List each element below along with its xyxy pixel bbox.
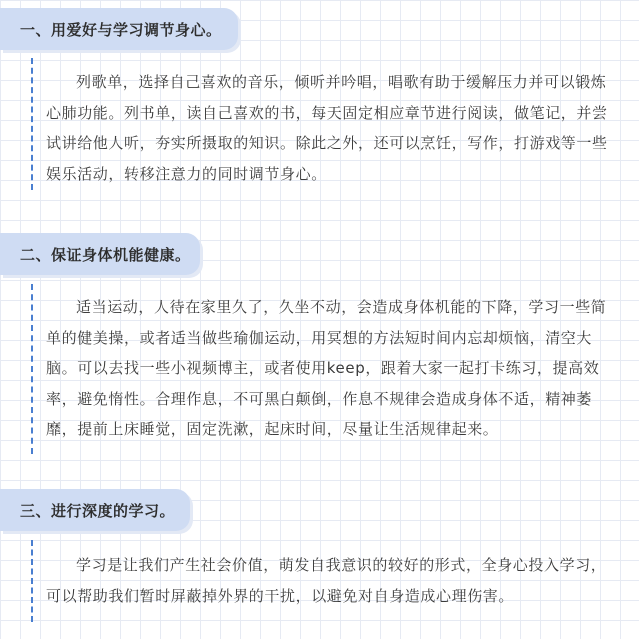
section-1-header [0,8,238,50]
section-3-body: 学习是让我们产生社会价值，萌发自我意识的较好的形式，全身心投入学习，可以帮助我们暂时屏蔽掉外界的干扰，以避免对自身造成心理伤害。 [46,556,607,605]
section-1-divider [31,58,33,190]
section-3-header [0,489,190,531]
section-1-title: 一、用爱好与学习调节身心。 [20,20,222,39]
section-1-body: 列歌单，选择自己喜欢的音乐，倾听并吟唱，唱歌有助于缓解压力并可以锻炼心肺功能。列书单，读自己喜欢的书，每天固定相应章节进行阅读，做笔记，并尝试讲给他人听，夯实所摄取的知识。除此之外，还可以烹饪，写作，打游戏等一些娱乐活动，转移注意力的同时调节身心。 [46,73,608,183]
section-3-divider [31,540,33,622]
section-2-title: 二、保证身体机能健康。 [20,245,191,264]
section-3-title: 三、进行深度的学习。 [20,501,176,520]
section-2-header [0,233,200,275]
section-2-divider [31,284,33,454]
section-2-body: 适当运动，人待在家里久了，久坐不动，会造成身体机能的下降，学习一些简单的健美操，或者适当做些瑜伽运动，用冥想的方法短时间内忘却烦恼，清空大脑。可以去找一些小视频博主，或者使用keep，跟着大家一起打卡练习，提高效率，避免惰性。合理作息，不可黑白颠倒，作息不规律会造成身体不适，精神萎靡，提前上床睡觉，固定洗漱，起床时间，尽量让生活规律起来。 [46,298,607,438]
